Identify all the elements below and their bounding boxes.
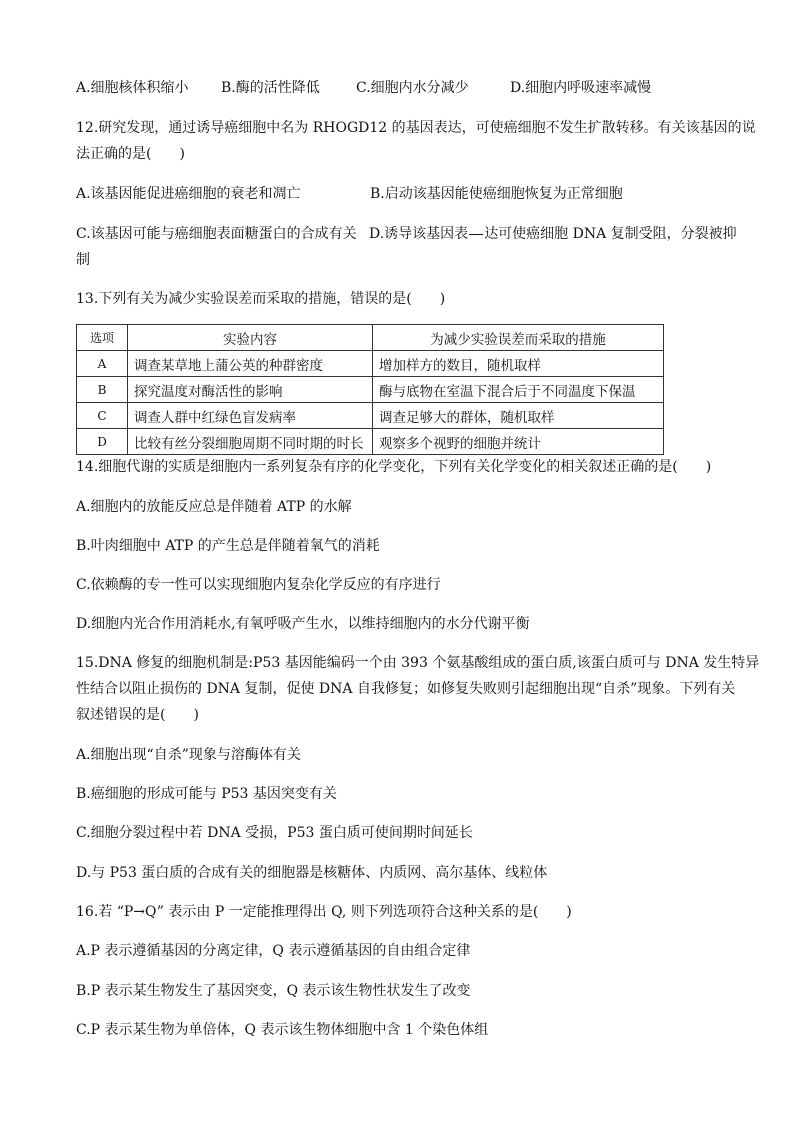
q13-table bbox=[76, 324, 664, 455]
q14-stem: 14.细胞代谢的实质是细胞内一系列复杂有序的化学变化，下列有关化学变化的相关叙述正确的是( ) bbox=[76, 459, 712, 475]
table-cell: 调查足够大的群体，随机取样 bbox=[373, 403, 664, 429]
q12-option-c: C.该基因可能与癌细胞表面糖蛋白的合成有关 bbox=[76, 226, 357, 242]
q15-option-c: C.细胞分裂过程中若 DNA 受损，P53 蛋白质可使间期时间延长 bbox=[76, 825, 473, 841]
q12-option-d bbox=[369, 224, 737, 244]
q15-stem-line2: 性结合以阻止损伤的 DNA 复制，促使 DNA 自我修复；如修复失败则引起细胞出现“自杀”现象。下列有关 bbox=[76, 681, 736, 697]
q15-stem-line1: 15.DNA 修复的细胞机制是:P53 基因能编码一个由 393 个氨基酸组成的蛋白质,该蛋白质可与 DNA 发生特异 bbox=[76, 655, 760, 671]
q16-option-c: C.P 表示某生物为单倍体，Q 表示该生物体细胞中含 1 个染色体组 bbox=[76, 1022, 489, 1038]
q12-stem-line2: 法正确的是( ) bbox=[76, 146, 185, 162]
q14-option-b: B.叶肉细胞中 ATP 的产生总是伴随着氧气的消耗 bbox=[76, 538, 380, 554]
table-cell: B bbox=[77, 377, 128, 403]
table-cell: 调查某草地上蒲公英的种群密度 bbox=[128, 351, 373, 377]
table-cell: D bbox=[77, 429, 128, 455]
table-cell: A bbox=[77, 351, 128, 377]
table-row bbox=[77, 403, 664, 429]
q16-option-a: A.P 表示遵循基因的分离定律，Q 表示遵循基因的自由组合定律 bbox=[76, 943, 471, 959]
q16-stem: 16.若 “P→Q” 表示由 P 一定能推理得出 Q, 则下列选项符合这种关系的是( ) bbox=[76, 904, 572, 920]
table-header-cell: 实验内容 bbox=[128, 325, 373, 351]
table-cell: 酶与底物在室温下混合后于不同温度下保温 bbox=[373, 377, 664, 403]
table-header-row bbox=[77, 325, 664, 351]
q15-option-b: B.癌细胞的形成可能与 P53 基因突变有关 bbox=[76, 786, 337, 802]
table-cell: 探究温度对酶活性的影响 bbox=[128, 377, 373, 403]
q13-stem: 13.下列有关为减少实验误差而采取的措施，错误的是( ) bbox=[76, 291, 446, 307]
q11-options bbox=[76, 78, 736, 100]
table-cell: 增加样方的数目，随机取样 bbox=[373, 351, 664, 377]
q11-option-a: A.细胞核体积缩小 bbox=[76, 80, 189, 96]
table-cell: C bbox=[77, 403, 128, 429]
table-cell: 观察多个视野的细胞并统计 bbox=[373, 429, 664, 455]
table-header-cell: 为减少实验误差而采取的措施 bbox=[373, 325, 664, 351]
q16-option-b: B.P 表示某生物发生了基因突变，Q 表示该生物性状发生了改变 bbox=[76, 983, 471, 999]
q12-option-d-part2: 达可使癌细胞 DNA 复制受阻，分裂被抑 bbox=[484, 226, 737, 242]
table-row bbox=[77, 351, 664, 377]
q15-option-a: A.细胞出现“自杀”现象与溶酶体有关 bbox=[76, 747, 301, 763]
q12-option-b: B.启动该基因能使癌细胞恢复为正常细胞 bbox=[370, 186, 623, 202]
table-header-cell: 选项 bbox=[77, 325, 128, 351]
q15-option-d: D.与 P53 蛋白质的合成有关的细胞器是核糖体、内质网、高尔基体、线粒体 bbox=[76, 865, 548, 881]
q11-option-b: B.酶的活性降低 bbox=[221, 80, 320, 96]
q14-option-d: D.细胞内光合作用消耗水,有氧呼吸产生水，以维持细胞内的水分代谢平衡 bbox=[76, 616, 530, 632]
q12-option-d-part1: D.诱导该基因表 bbox=[369, 226, 469, 242]
q12-stem-line1: 12.研究发现，通过诱导癌细胞中名为 RHOGD12 的基因表达，可使癌细胞不发生扩散转移。有关该基因的说 bbox=[76, 120, 756, 136]
q11-option-c: C.细胞内水分减少 bbox=[356, 80, 469, 96]
table-cell: 调查人群中红绿色盲发病率 bbox=[128, 403, 373, 429]
q11-option-d: D.细胞内呼吸速率减慢 bbox=[510, 80, 652, 96]
q15-stem-line3: 叙述错误的是( ) bbox=[76, 707, 199, 723]
table-row bbox=[77, 377, 664, 403]
q12-option-d-line2: 制 bbox=[76, 252, 90, 268]
q12-option-a: A.该基因能促进癌细胞的衰老和凋亡 bbox=[76, 186, 301, 202]
table-cell: 比较有丝分裂细胞周期不同时期的时长 bbox=[128, 429, 373, 455]
q14-option-c: C.依赖酶的专一性可以实现细胞内复杂化学反应的有序进行 bbox=[76, 577, 441, 593]
table-row bbox=[77, 429, 664, 455]
blank-underline bbox=[469, 234, 483, 235]
q14-option-a: A.细胞内的放能反应总是伴随着 ATP 的水解 bbox=[76, 499, 352, 515]
